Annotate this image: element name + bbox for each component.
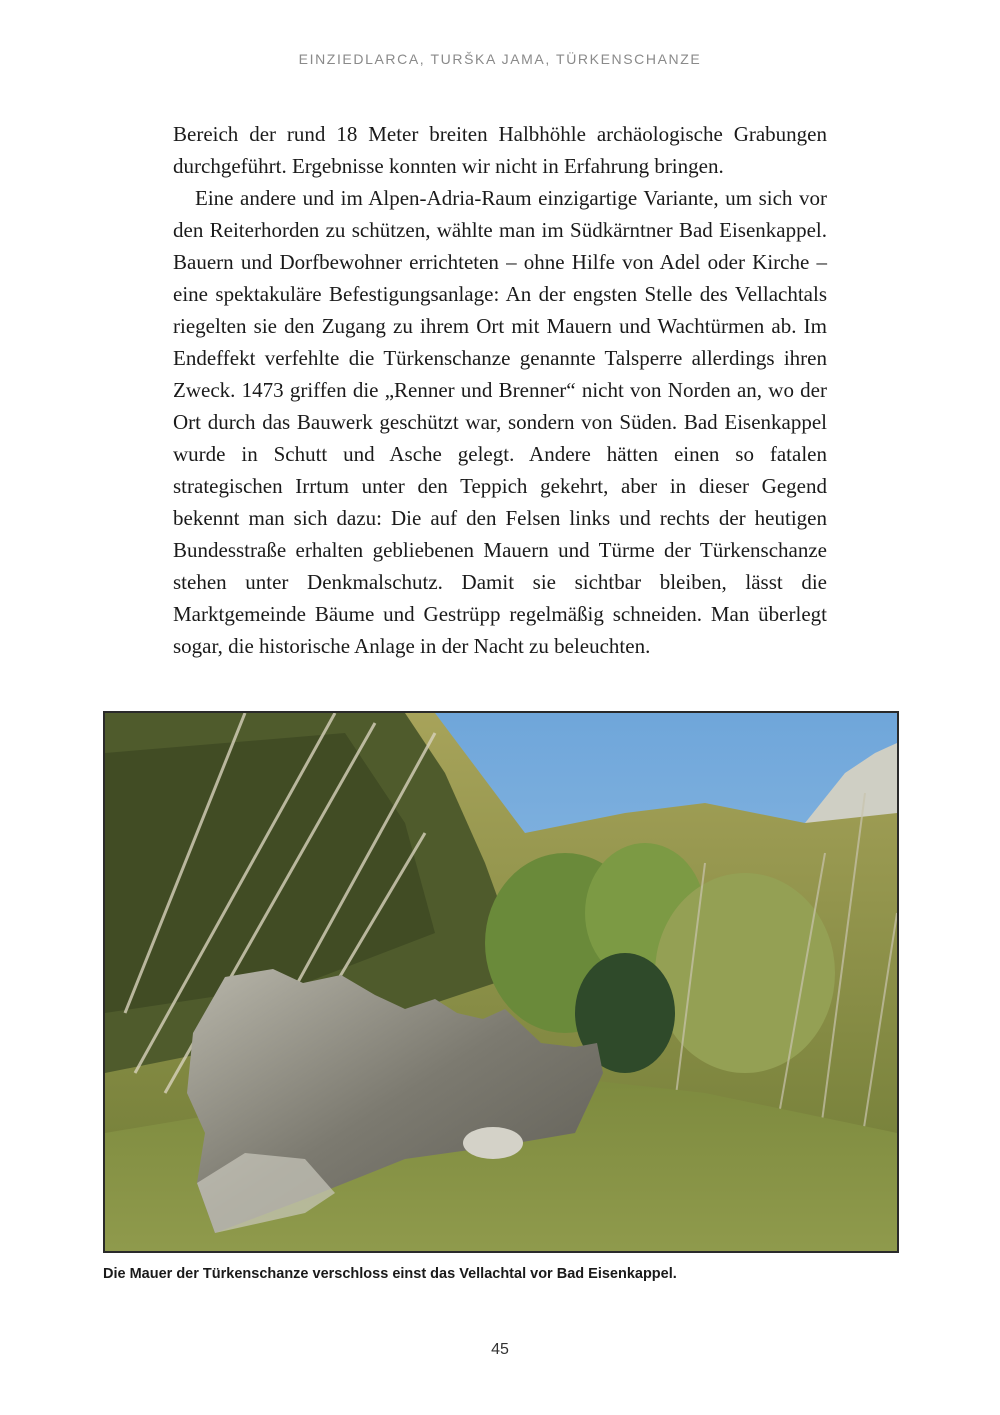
- photo-turkenschanze-wall: [103, 711, 899, 1253]
- running-head: EINZIEDLARCA, TURŠKA JAMA, TÜRKENSCHANZE: [298, 51, 702, 67]
- paragraph: Bereich der rund 18 Meter breiten Halbhöhle archäologische Grabungen durchgeführt. Ergebnisse konnten wir nicht in Erfahrung bringen.: [173, 122, 827, 178]
- paragraph: Eine andere und im Alpen-Adria-Raum einzigartige Variante, um sich vor den Reiterhorden zu schützen, wählte man im Südkärntner Bad Eisenkappel. Bauern und Dorfbewohner errichteten – ohne Hilfe von Adel oder Kirche – eine spektakuläre Befestigungsanlage: An der engsten Stelle des Vellachtals riegelten sie den Zugang zu ihrem Ort mit Mauern und Wachtürmen ab. Im Endeffekt verfehlte die Türkenschanze genannte Talsperre allerdings ihren Zweck. 1473 griffen die „Renner und Brenner“ nicht von Norden an, wo der Ort durch das Bauwerk geschützt war, sondern von Süden. Bad Eisenkappel wurde in Schutt und Asche gelegt. Andere hätten einen so fatalen strategischen Irrtum unter den Teppich gekehrt, aber in dieser Gegend bekennt man sich dazu: Die auf den Felsen links und rechts der heutigen Bundesstraße erhalten gebliebenen Mauern und Türme der Türkenschanze stehen unter Denkmalschutz. Damit sie sichtbar bleiben, lässt die Marktgemeinde Bäume und Gestrüpp regelmäßig schneiden. Man überlegt sogar, die historische Anlage in der Nacht zu beleuchten.: [173, 186, 827, 658]
- photo-illustration: [105, 713, 897, 1251]
- page-number: 45: [491, 1341, 509, 1358]
- figure-caption: Die Mauer der Türkenschanze verschloss einst das Vellachtal vor Bad Eisenkappel.: [103, 1266, 677, 1282]
- body-text: [173, 118, 827, 662]
